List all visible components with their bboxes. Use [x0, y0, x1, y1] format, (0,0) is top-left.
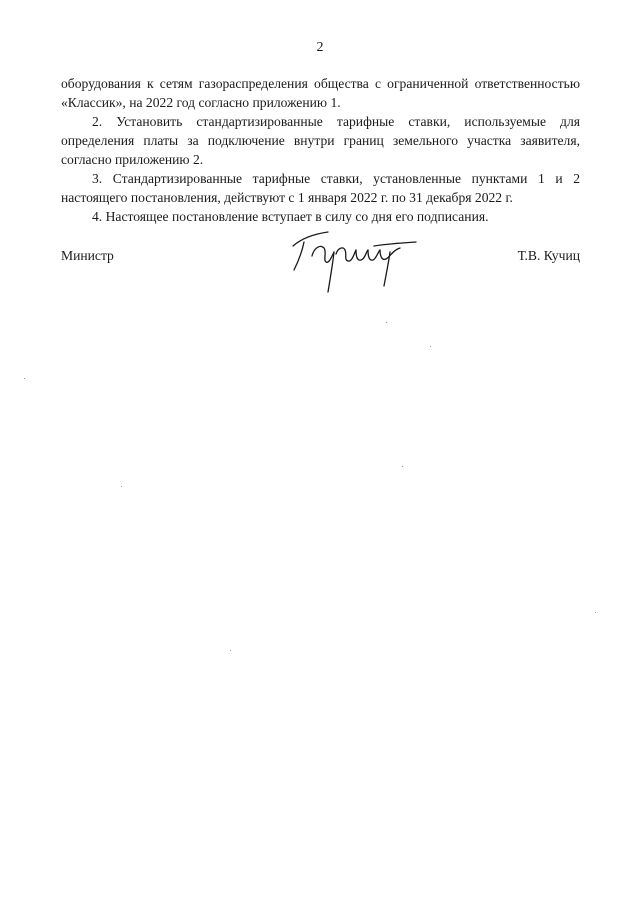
item-4-paragraph: 4. Настоящее постановление вступает в силу со дня его подписания.	[92, 209, 489, 224]
page-number: 2	[316, 40, 324, 55]
continuation-paragraph: оборудования к сетям газораспределения общества с ограниченной ответственностью «Классик», на 2022 год согласно приложению 1.	[61, 76, 580, 110]
signer-title: Министр	[61, 248, 114, 263]
item-2-paragraph: 2. Установить стандартизированные тарифные ставки, используемые для определения платы за подключение внутри границ земельного участка заявителя, согласно приложению 2.	[61, 114, 580, 167]
signer-name: Т.В. Кучиц	[517, 248, 580, 263]
scan-speck	[402, 466, 403, 467]
scan-speck	[595, 612, 596, 613]
scan-speck	[430, 346, 431, 347]
scan-speck	[230, 650, 231, 651]
scan-speck	[386, 322, 387, 323]
scan-speck	[121, 486, 122, 487]
item-3-paragraph: 3. Стандартизированные тарифные ставки, установленные пунктами 1 и 2 настоящего постановления, действуют с 1 января 2022 г. по 31 декабря 2022 г.	[61, 171, 580, 205]
document-body	[61, 74, 580, 226]
scan-speck	[24, 378, 25, 379]
handwritten-signature	[290, 226, 420, 296]
